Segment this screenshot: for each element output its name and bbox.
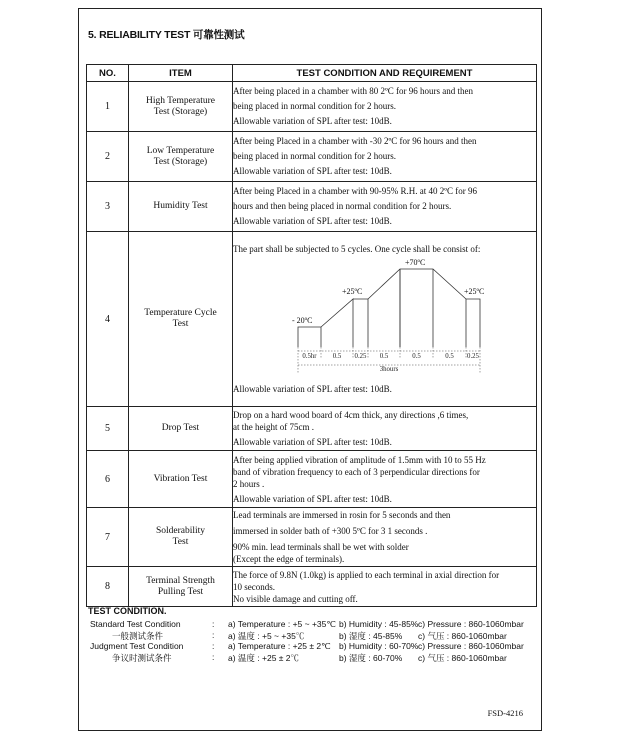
temp-label-room-end: +25ºC — [464, 287, 485, 296]
condition-line: Drop on a hard wood board of 4cm thick, any directions ,6 times, — [233, 410, 469, 420]
test-condition-title: TEST CONDITION. — [88, 606, 167, 616]
temp-label-room: +25ºC — [342, 287, 363, 296]
row-condition — [233, 567, 537, 607]
row-number: 1 — [87, 82, 129, 132]
table-row — [87, 407, 537, 451]
item-line: Low Temperature — [146, 145, 215, 156]
condition-label: 争议时测试条件 — [112, 653, 172, 663]
table-row — [87, 82, 537, 132]
row-item — [129, 407, 233, 451]
duration-label: 0.5 — [332, 353, 342, 360]
test-condition-row — [88, 652, 538, 663]
row-item — [129, 132, 233, 182]
row-condition — [233, 508, 537, 567]
condition-humidity: b) 湿度 : 45-85% — [339, 631, 403, 641]
condition-line: The force of 9.8N (1.0kg) is applied to each terminal in axial direction for — [233, 569, 500, 580]
row-condition — [233, 232, 537, 407]
condition-line: After being applied vibration of amplitude of 1.5mm with 10 to 55 Hz — [233, 454, 486, 465]
condition-line: 10 seconds. — [233, 581, 275, 592]
item-line: High Temperature — [145, 95, 216, 106]
row-item — [129, 232, 233, 407]
condition-line: at the height of 75cm . — [233, 422, 314, 432]
condition-line: Allowable variation of SPL after test: 10dB. — [233, 166, 392, 176]
profile-cold-box — [298, 327, 321, 347]
temp-label-cold: - 20ºC — [292, 316, 313, 325]
condition-temperature: a) Temperature : +25 ± 2℃ — [228, 641, 331, 651]
condition-pressure: c) Pressure : 860-1060mbar — [418, 641, 524, 651]
header-condition: TEST CONDITION AND REQUIREMENT — [233, 65, 537, 82]
row-condition — [233, 182, 537, 232]
item-line: Drop Test — [161, 423, 200, 433]
condition-line: Allowable variation of SPL after test: 10dB. — [233, 216, 392, 226]
document-number: FSD-4216 — [487, 708, 523, 718]
condition-line: (Except the edge of terminals). — [233, 554, 345, 564]
row-number: 3 — [87, 182, 129, 232]
row-item — [129, 567, 233, 607]
row-number: 2 — [87, 132, 129, 182]
condition-line: band of vibration frequency to each of 3 perpendicular directions for — [233, 466, 480, 477]
item-line: Humidity Test — [153, 201, 208, 211]
condition-line: hours and then being placed in normal condition for 2 hours. — [233, 201, 452, 211]
test-condition-row — [88, 619, 538, 630]
condition-temperature: a) Temperature : +5 ~ +35℃ — [228, 619, 336, 629]
condition-temperature: a) 温度 : +25 ± 2℃ — [228, 653, 300, 663]
header-item: ITEM — [129, 65, 233, 82]
condition-line: After being Placed in a chamber with 90-95% R.H. at 40 2ºC for 96 — [233, 186, 477, 196]
item-line: Vibration Test — [153, 473, 208, 484]
condition-pressure: c) Pressure : 860-1060mbar — [418, 619, 524, 629]
row-item — [129, 508, 233, 567]
item-line: Test — [172, 319, 189, 329]
condition-line: Lead terminals are immersed in rosin for 5 seconds and then — [233, 510, 451, 520]
item-line: Temperature Cycle — [144, 308, 217, 318]
reliability-table — [86, 64, 537, 607]
duration-label: 0.5 — [445, 353, 454, 360]
section-title: 5. RELIABILITY TEST 可靠性测试 — [88, 29, 245, 41]
condition-line: 90% min. lead terminals shall be wet with solder — [233, 542, 409, 552]
test-condition-row — [88, 641, 538, 652]
condition-line: immersed in solder bath of +300 5ºC for 3 1 seconds . — [233, 526, 428, 536]
condition-line: Allowable variation of SPL after test: 10dB. — [233, 116, 392, 126]
row-condition — [233, 407, 537, 451]
item-line: Pulling Test — [157, 586, 204, 597]
row-condition — [233, 132, 537, 182]
condition-colon: : — [212, 630, 215, 640]
duration-label: 0.25 — [354, 353, 367, 360]
segment-dividers — [321, 347, 466, 359]
condition-line: No visible damage and cutting off. — [233, 593, 358, 604]
item-line: Solderability — [155, 526, 206, 536]
item-line: Test (Storage) — [153, 156, 208, 167]
condition-pressure: c) 气压 : 860-1060mbar — [418, 631, 507, 641]
table-row — [87, 182, 537, 232]
test-condition-block — [88, 606, 538, 663]
row-number: 5 — [87, 407, 129, 451]
profile-room-box — [353, 299, 368, 347]
table-row — [87, 132, 537, 182]
table-row — [87, 451, 537, 508]
row-condition — [233, 451, 537, 508]
row-number: 4 — [87, 232, 129, 407]
test-condition-row — [88, 630, 538, 641]
item-line: Test — [172, 537, 189, 547]
condition-colon: : — [212, 641, 215, 651]
row-number: 6 — [87, 451, 129, 508]
row-item — [129, 82, 233, 132]
table-row — [87, 508, 537, 567]
condition-pressure: c) 气压 : 860-1060mbar — [418, 653, 507, 663]
condition-label: Standard Test Condition — [90, 619, 181, 629]
condition-line: The part shall be subjected to 5 cycles. One cycle shall be consist of: — [233, 244, 481, 254]
table-row — [87, 567, 537, 607]
condition-colon: : — [212, 652, 215, 662]
condition-line: Allowable variation of SPL after test: 10dB. — [233, 493, 392, 504]
total-duration-label: 3hours — [379, 366, 399, 373]
duration-label: 0.5 — [412, 353, 421, 360]
condition-line: Allowable variation of SPL after test: 10dB. — [233, 384, 392, 394]
condition-colon: : — [212, 619, 215, 629]
table-header-row — [87, 65, 537, 82]
duration-label: 0.5 — [379, 353, 389, 360]
spec-page — [78, 8, 542, 731]
row-item — [129, 451, 233, 508]
condition-humidity: b) Humidity : 45-85% — [339, 619, 419, 629]
condition-humidity: b) Humidity : 60-70% — [339, 641, 419, 651]
condition-label: 一般测试条件 — [112, 631, 164, 641]
temp-label-hot: +70ºC — [405, 258, 426, 267]
condition-line: being placed in normal condition for 2 hours. — [233, 101, 396, 111]
row-number: 7 — [87, 508, 129, 567]
item-line: Test (Storage) — [153, 106, 208, 117]
profile-hot-plateau — [368, 269, 466, 299]
profile-ramp-up — [321, 299, 353, 347]
table-row — [87, 232, 537, 407]
row-condition — [233, 82, 537, 132]
condition-temperature: a) 温度 : +5 ~ +35℃ — [228, 631, 305, 641]
condition-line: 2 hours . — [233, 478, 265, 489]
profile-end-box — [466, 299, 480, 347]
condition-label: Judgment Test Condition — [90, 641, 184, 651]
temperature-cycle-diagram — [286, 255, 486, 383]
duration-label: 0.5hr — [302, 353, 317, 360]
condition-humidity: b) 湿度 : 60-70% — [339, 653, 403, 663]
header-no: NO. — [87, 65, 129, 82]
duration-label: 0.25 — [467, 353, 479, 360]
condition-line: After being placed in a chamber with 80 2ºC for 96 hours and then — [233, 86, 473, 96]
row-item — [129, 182, 233, 232]
condition-line: After being Placed in a chamber with -30 2ºC for 96 hours and then — [233, 136, 477, 146]
condition-line: being placed in normal condition for 2 hours. — [233, 151, 396, 161]
row-number: 8 — [87, 567, 129, 607]
condition-line: Allowable variation of SPL after test: 10dB. — [233, 437, 392, 447]
item-line: Terminal Strength — [146, 575, 215, 586]
